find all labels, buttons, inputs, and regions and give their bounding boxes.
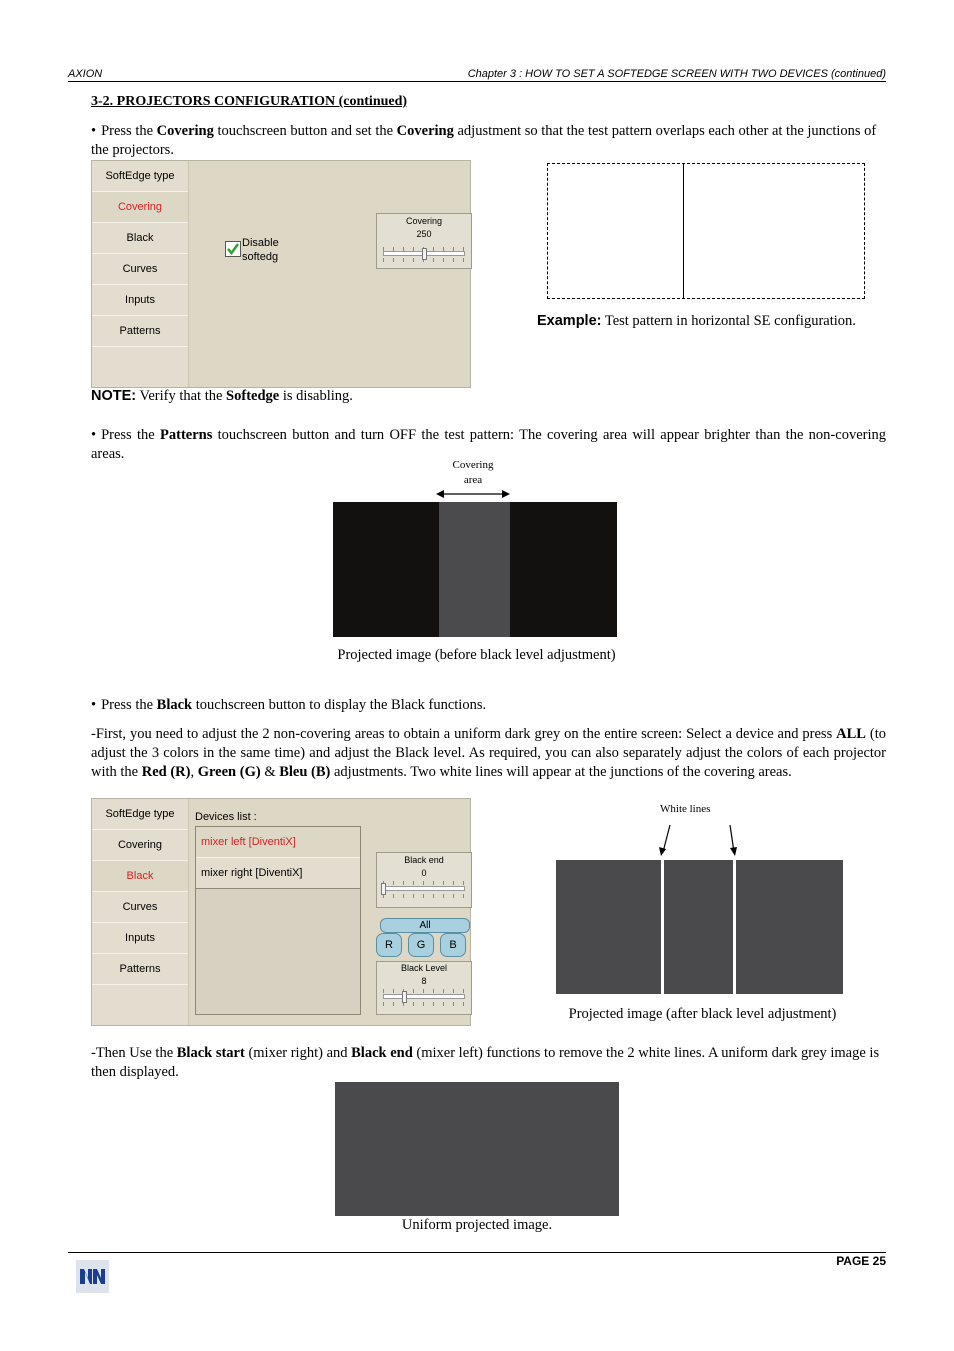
black-end-slider[interactable] bbox=[383, 886, 465, 891]
header-chapter: Chapter 3 : HOW TO SET A SOFTEDGE SCREEN WITH TWO DEVICES (continued) bbox=[467, 68, 886, 80]
slider-ticks bbox=[383, 1002, 465, 1006]
note: NOTE: Verify that the Softedge is disabling. bbox=[91, 388, 353, 404]
pattern-divider bbox=[683, 164, 684, 298]
disable-softedge-checkbox[interactable] bbox=[225, 241, 241, 257]
caption-uniform: Uniform projected image. bbox=[401, 1217, 553, 1233]
covering-slider-title: Covering bbox=[405, 216, 443, 226]
green-button[interactable]: G bbox=[408, 933, 434, 957]
projected-image-after bbox=[556, 860, 843, 994]
paragraph-first-step: -First, you need to adjust the 2 non-covering areas to obtain a uniform dark grey on the entire screen: Select a device and press ALL (to adjust the 3 colors in the same time) and adjust the Black level. As required, you can also separately adjust the colors of each projector with the Red (R), Green (G) & Bleu (B) adjustments. Two white lines will appear at the junctions of the covering areas. bbox=[91, 726, 886, 780]
tab-black[interactable]: Black bbox=[92, 861, 188, 892]
covering-panel bbox=[91, 160, 471, 388]
tab-covering[interactable]: Covering bbox=[92, 192, 188, 223]
black-panel bbox=[91, 798, 471, 1026]
tab-curves[interactable]: Curves bbox=[92, 892, 188, 923]
black-level-slider-box bbox=[376, 961, 472, 1015]
uniform-projected-image bbox=[335, 1082, 619, 1216]
slider-ticks bbox=[383, 989, 465, 993]
covering-area-band bbox=[439, 502, 510, 637]
slider-ticks bbox=[383, 894, 465, 898]
test-pattern-example bbox=[547, 163, 865, 299]
tab-covering[interactable]: Covering bbox=[92, 830, 188, 861]
footer-rule bbox=[68, 1252, 886, 1253]
paragraph-black: • Press the Black touchscreen button to display the Black functions. bbox=[91, 696, 486, 715]
checkbox-label: Disable softedg bbox=[242, 237, 279, 263]
page-number: PAGE 25 bbox=[836, 1254, 886, 1268]
check-icon bbox=[226, 242, 240, 256]
black-level-slider[interactable] bbox=[383, 994, 465, 999]
device-mixer-right[interactable]: mixer right [DiventiX] bbox=[196, 858, 360, 889]
black-end-title: Black end bbox=[404, 855, 444, 865]
black-end-slider-thumb[interactable] bbox=[381, 883, 386, 895]
black-level-value: 8 bbox=[421, 976, 427, 986]
arrow-icon bbox=[655, 822, 745, 858]
black-end-value: 0 bbox=[421, 868, 427, 878]
tab-column bbox=[92, 161, 189, 387]
tab-inputs[interactable]: Inputs bbox=[92, 923, 188, 954]
slider-ticks bbox=[383, 881, 465, 885]
example-caption: Example: Test pattern in horizontal SE configuration. bbox=[537, 313, 856, 329]
caption-after: Projected image (after black level adjustment) bbox=[568, 1006, 837, 1022]
white-line-right bbox=[733, 860, 736, 994]
blue-button[interactable]: B bbox=[440, 933, 466, 957]
paragraph-covering: • Press the Covering touchscreen button and set the Covering adjustment so that the test pattern overlaps each other at the junctions of the projectors. bbox=[91, 122, 886, 160]
tab-black[interactable]: Black bbox=[92, 223, 188, 254]
white-lines-label: White lines bbox=[660, 803, 711, 815]
devices-list-title: Devices list : bbox=[195, 811, 257, 823]
black-level-title: Black Level bbox=[400, 963, 448, 973]
tab-softedge-type[interactable]: SoftEdge type bbox=[92, 161, 188, 192]
white-line-left bbox=[661, 860, 664, 994]
covering-slider-box bbox=[376, 213, 472, 269]
header-left: AXION bbox=[68, 68, 103, 80]
device-mixer-left[interactable]: mixer left [DiventiX] bbox=[196, 827, 360, 858]
tab-inputs[interactable]: Inputs bbox=[92, 285, 188, 316]
covering-slider-thumb[interactable] bbox=[422, 248, 427, 260]
devices-list bbox=[195, 826, 361, 1015]
covering-area-label: Covering area bbox=[452, 459, 494, 486]
header-rule bbox=[68, 81, 886, 82]
red-button[interactable]: R bbox=[376, 933, 402, 957]
paragraph-then: -Then Use the Black start (mixer right) and Black end (mixer left) functions to remove the 2 white lines. A uniform dark grey image is then displayed. bbox=[91, 1045, 880, 1080]
tab-patterns[interactable]: Patterns bbox=[92, 316, 188, 347]
projected-image-before bbox=[333, 502, 617, 637]
tab-patterns[interactable]: Patterns bbox=[92, 954, 188, 985]
black-end-slider-box bbox=[376, 852, 472, 908]
tab-column bbox=[92, 799, 189, 1025]
tab-softedge-type[interactable]: SoftEdge type bbox=[92, 799, 188, 830]
double-arrow-icon bbox=[435, 488, 511, 500]
all-button[interactable]: All bbox=[380, 918, 470, 933]
caption-before: Projected image (before black level adjustment) bbox=[337, 647, 616, 663]
section-title: 3-2. PROJECTORS CONFIGURATION (continued) bbox=[91, 94, 408, 109]
paragraph-patterns: • Press the Patterns touchscreen button and turn OFF the test pattern: The covering area will appear brighter than the non-covering areas. bbox=[91, 426, 886, 464]
black-level-slider-thumb[interactable] bbox=[402, 991, 407, 1003]
tab-curves[interactable]: Curves bbox=[92, 254, 188, 285]
company-logo bbox=[76, 1260, 109, 1293]
covering-slider-value: 250 bbox=[416, 229, 432, 239]
